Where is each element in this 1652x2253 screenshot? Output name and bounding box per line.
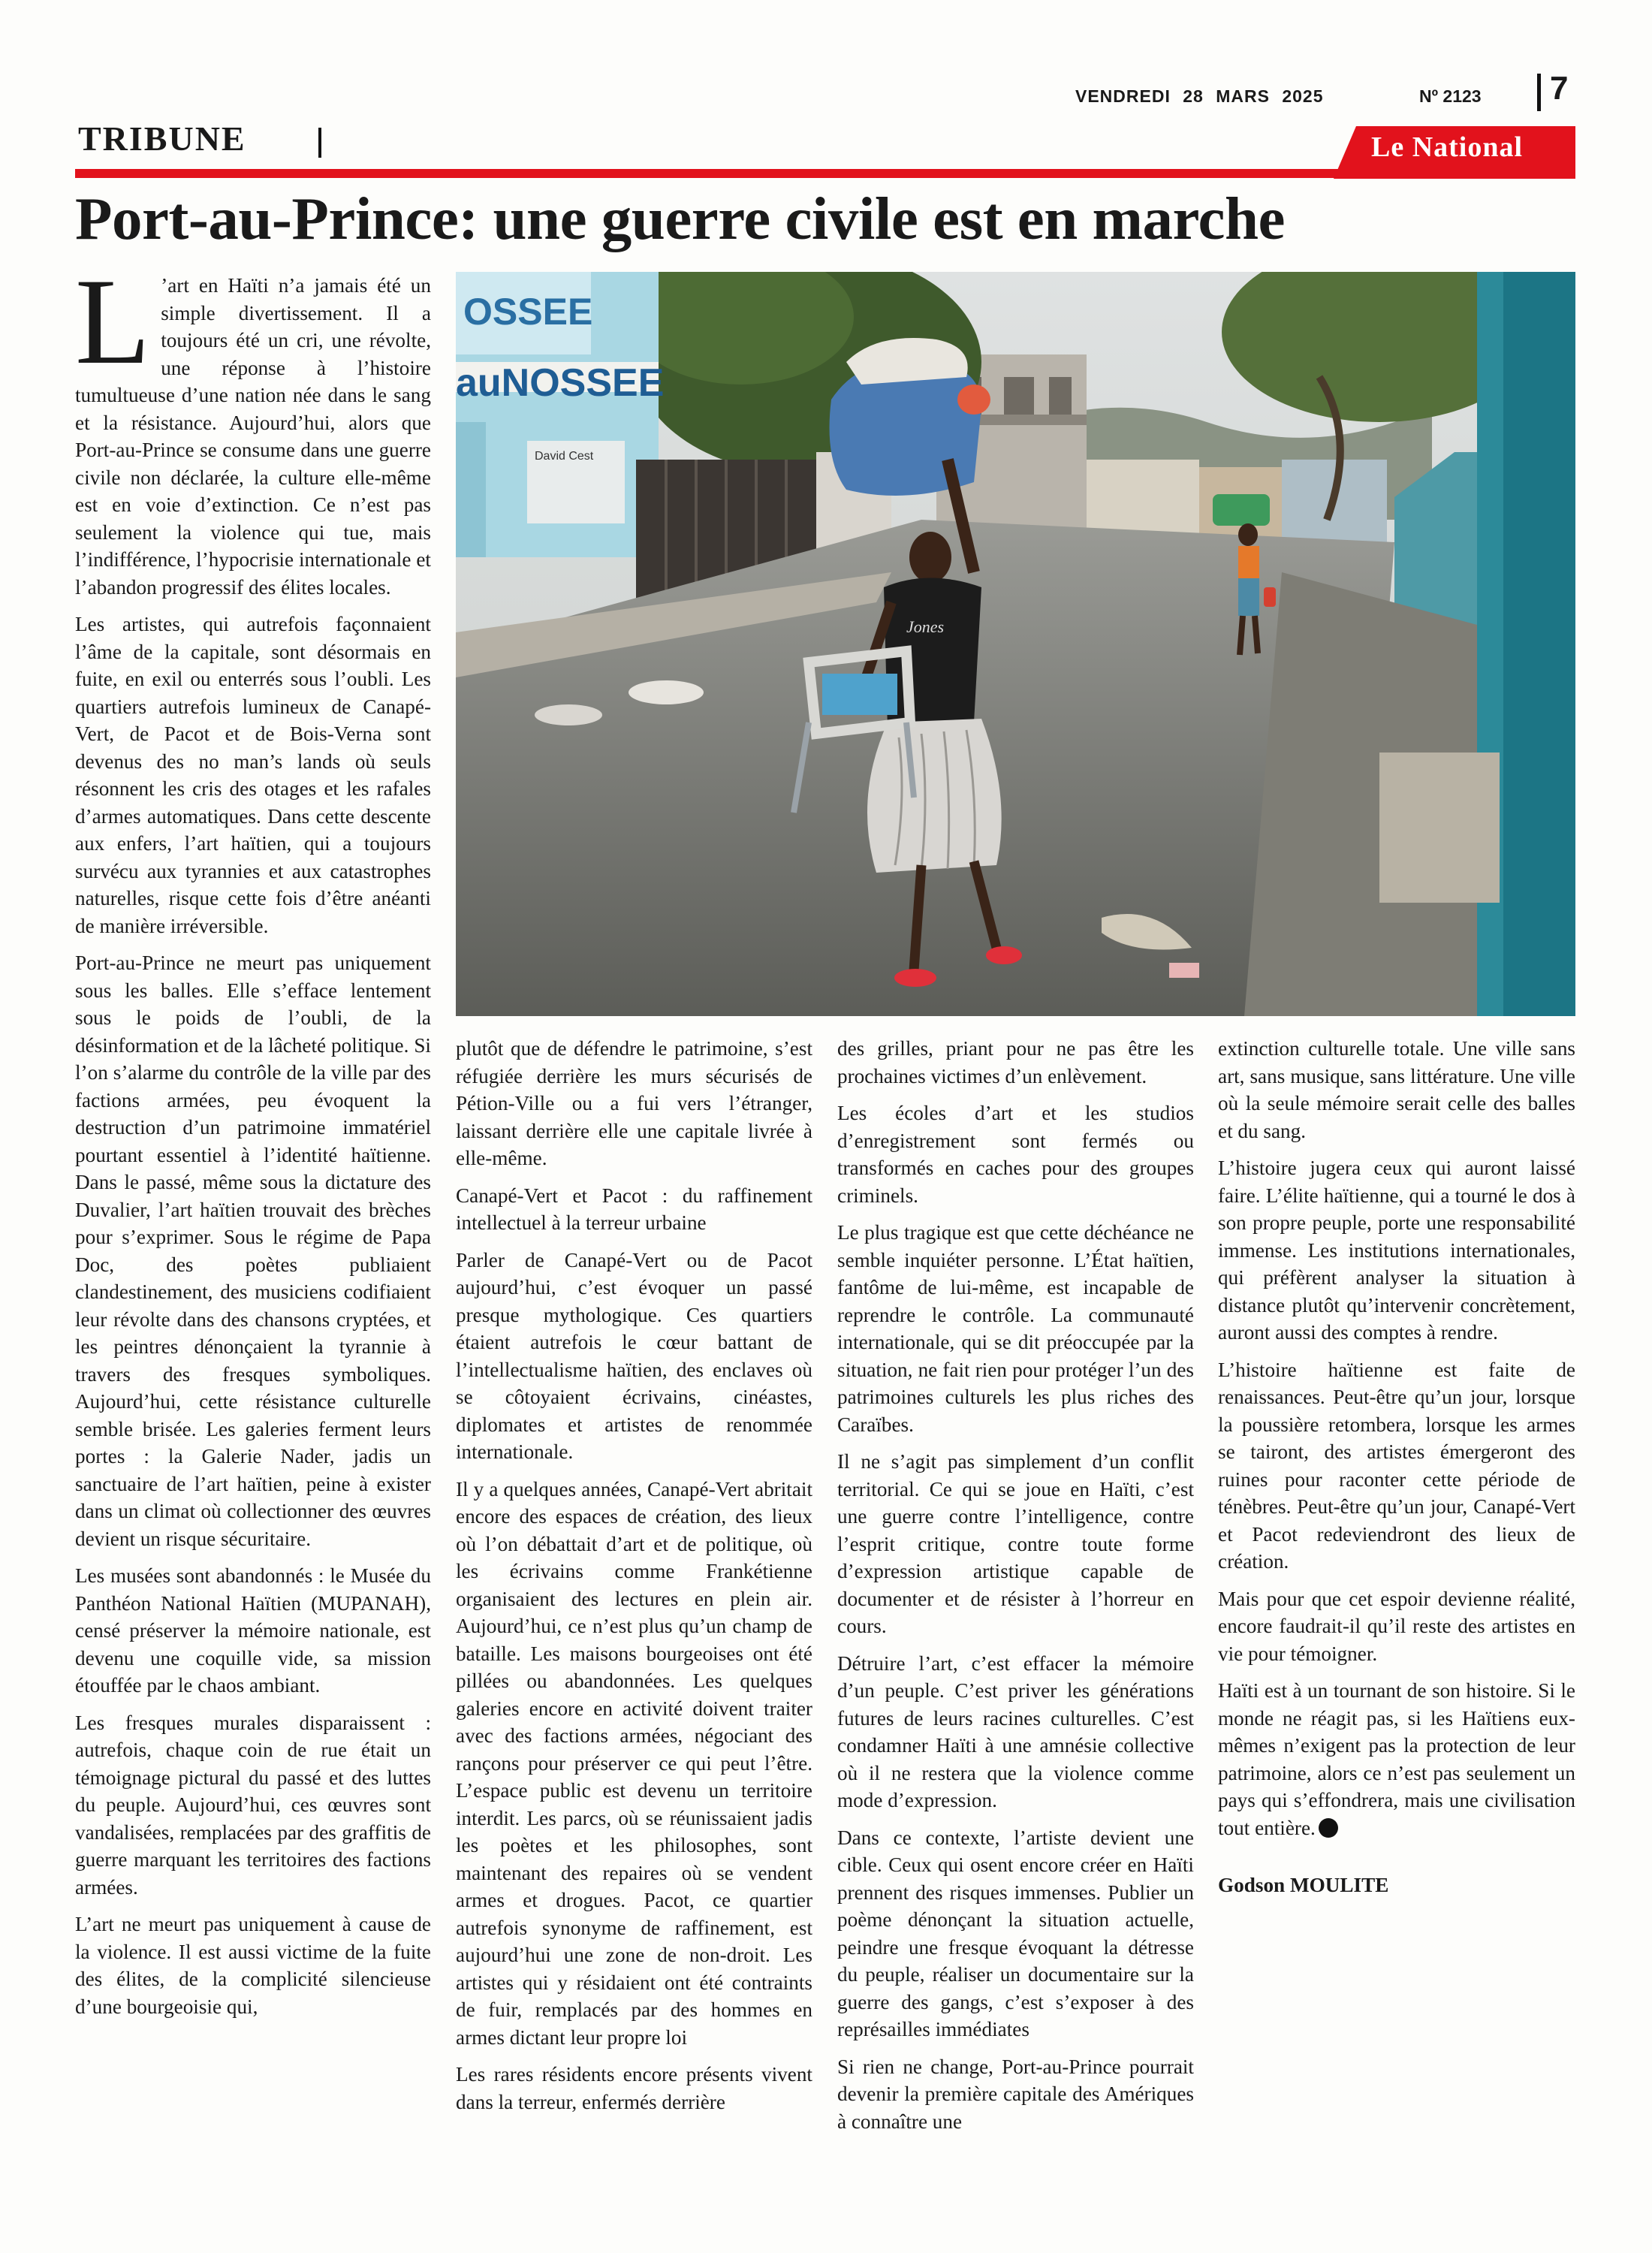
paragraph: Mais pour que cet espoir devienne réalité, encore faudrait-il qu’il reste des artistes en vie pour témoigner. — [1218, 1587, 1575, 1665]
article-column-3 — [837, 1035, 1194, 2145]
paragraph: L’histoire haïtienne est faite de renaissances. Peut-être qu’un jour, lorsque la poussière retombera, lorsque les armes se tairont, des artistes émergeront des ruines pour raconter cette période de ténèbres. Peut-être qu’un jour, Canapé-Vert et Pacot redeviendront des lieux de création. — [1218, 1358, 1575, 1573]
paragraph: Les rares résidents encore présents vivent dans la terreur, enfermés derrière — [456, 2063, 812, 2113]
paragraph: Parler de Canapé-Vert ou de Pacot aujourd’hui, c’est évoquer un passé presque mythologique. Ces quartiers étaient autrefois le cœur battant de l’intellectualisme haïtien, des enclaves où se côtoyaient écrivains, cinéastes, diplomates et artistes de renommée internationale. — [456, 1248, 812, 1463]
end-mark-icon — [1319, 1818, 1338, 1838]
paragraph: extinction culturelle totale. Une ville sans art, sans musique, sans littérature. Une ville où la seule mémoire serait celle des balles et du sang. — [1218, 1037, 1575, 1142]
drop-cap: L — [75, 254, 151, 390]
paragraph: plutôt que de défendre le patrimoine, s’est réfugiée derrière les murs sécurisés de Pétion-Ville ou a fui vers l’étranger, laissant derrière elle une capitale livrée à elle-même. — [456, 1037, 812, 1169]
paragraph: Les artistes, qui autrefois façonnaient l’âme de la capitale, sont désormais en fuite, en exil ou enterrés sous l’oubli. Les quartiers autrefois lumineux de Canapé-Vert, de Pacot et de Bois-Verna sont devenus des no man’s lands où seuls résonnent les cris des otages et les rafales d’armes automatiques. Dans cette descente aux enfers, l’art haïtien, qui a toujours survécu aux tyrannies et aux catastrophes naturelles, risque cette fois d’être anéanti de manière irréversible. — [75, 613, 431, 937]
paragraph: des grilles, priant pour ne pas être les prochaines victimes d’un enlèvement. — [837, 1037, 1194, 1087]
issue-number: Nº 2123 — [1419, 86, 1482, 106]
issue-date: VENDREDI 28 MARS 2025 — [1075, 86, 1324, 106]
author-byline: Godson MOULITE — [1218, 1874, 1389, 1896]
paragraph: Il ne s’agit pas simplement d’un conflit territorial. Ce qui se joue en Haïti, c’est une guerre contre l’intelligence, contre l’esprit critique, contre toute forme d’expression artistique capable de documenter et de résister à l’horreur en cours. — [837, 1450, 1194, 1637]
sign-text: David Cest — [535, 450, 594, 463]
brand-name: Le National — [1371, 131, 1524, 163]
paragraph: Il y a quelques années, Canapé-Vert abritait encore des espaces de création, des lieux où l’on débattait d’art et de politique, où les écrivains comme Frankétienne organisaient des lectures en plein air. Aujourd’hui, ce n’est plus qu’un champ de bataille. Les maisons bourgeoises ont été pillées ou abandonnées. Les quelques galeries encore en activité doivent traiter avec des factions armées, négociant des rançons pour préserver ce qui peut l’être. L’espace public est devenu un territoire interdit. Les parcs, où se réunissaient jadis les poètes et les philosophes, sont maintenant des repaires où se vendent armes et drogues. Pacot, ce quartier autrefois synonyme de raffinement, est aujourd’hui une zone de non-droit. Les artistes qui y résidaient ont été contraints de fuir, remplacés par des hommes en armes dictant leur propre loi — [456, 1477, 812, 2049]
page-number: 7 — [1550, 70, 1569, 107]
lead-paragraph — [75, 254, 431, 601]
subheading: Canapé-Vert et Pacot : du raffinement intellectuel à la terreur urbaine — [456, 1184, 812, 1234]
lead-text: ’art en Haïti n’a jamais été un simple divertissement. Il a toujours été un cri, une révolte, une réponse à l’histoire tumultueuse d’une nation née dans le sang et la résistance. Aujourd’hui, alors que Port-au-Prince se consume dans une guerre civile non déclarée, la culture elle-même est en voie d’extinction. Ce n’est pas seulement la violence qui tue, mais l’indifférence, l’hypocrisie internationale et l’abandon progressif des élites locales. — [75, 274, 431, 599]
sign-text: OSSEE — [463, 291, 593, 333]
article-column-4 — [1218, 1035, 1575, 1909]
paragraph: Dans ce contexte, l’artiste devient une cible. Ceux qui osent encore créer en Haïti prennent des risques immenses. Publier un poème dénonçant la situation actuelle, peindre une fresque évoquant la détresse du peuple, réaliser un documentaire sur la guerre des gangs, c’est s’exposer à des représailles immédiates — [837, 1826, 1194, 2040]
article-photo — [456, 272, 1575, 1016]
section-label: TRIBUNE — [78, 119, 246, 158]
article-column-1 — [75, 254, 431, 2030]
paragraph: Les fresques murales disparaissent : autrefois, chaque coin de rue était un témoignage pictural du passé et des luttes du peuple. Aujourd’hui, ces œuvres sont vandalisées, remplacées par des graffitis de guerre marquant les territoires des factions armées. — [75, 1711, 431, 1899]
paragraph: Détruire l’art, c’est effacer la mémoire d’un peuple. C’est priver les générations futures de leurs racines culturelles. C’est condamner Haïti à une amnésie collective où il ne restera que la violence comme mode d’expression. — [837, 1651, 1194, 1811]
final-paragraph — [1218, 1677, 1575, 1841]
section-divider — [318, 128, 321, 158]
paragraph: L’art ne meurt pas uniquement à cause de la violence. Il est aussi victime de la fuite des élites, de la complicité silencieuse d’une bourgeoisie qui, — [75, 1913, 431, 2018]
article-column-2 — [456, 1035, 812, 2125]
paragraph: Les musées sont abandonnés : le Musée du Panthéon National Haïtien (MUPANAH), censé préserver la mémoire nationale, est devenu une coquille vide, sa mission étouffée par le chaos ambiant. — [75, 1564, 431, 1697]
paragraph: L’histoire jugera ceux qui auront laissé faire. L’élite haïtienne, qui a tourné le dos à son propre peuple, porte une responsabilité immense. Les institutions internationales, qui préfèrent analyser la situation à distance plutôt qu’intervenir concrètement, auront aussi des comptes à rendre. — [1218, 1157, 1575, 1344]
header-rule — [75, 169, 1575, 178]
paragraph: Port-au-Prince ne meurt pas uniquement sous les balles. Elle s’efface lentement sous le poids de l’oubli, de la désinformation et de la lâcheté politique. Si l’on s’alarme du contrôle de la ville par des factions armées, peu évoquent la destruction d’un patrimoine immatériel pourtant essentiel à l’identité haïtienne. Dans le passé, même sous la dictature des Duvalier, l’art haïtien trouvait des brèches pour s’exprimer. Sous le régime de Papa Doc, des poètes publiaient clandestinement, des musiciens codifiaient leur révolte dans des chansons cryptées, et les peintres dénonçaient la tyrannie à travers des fresques symboliques. Aujourd’hui, cette résistance culturelle semble brisée. Les galeries ferment leurs portes : la Galerie Nader, jadis un sanctuaire de l’art haïtien, peine à exister dans un climat où collectionner des œuvres devient un risque sécuritaire. — [75, 952, 431, 1550]
shirt-text: Jones — [906, 617, 945, 636]
article-headline: Port-au-Prince: une guerre civile est en marche — [75, 185, 1285, 252]
final-paragraph-text: Haïti est à un tournant de son histoire. Si le monde ne réagit pas, si les Haïtiens eux-mêmes n’exigent pas la protection de leur patrimoine, alors ce n’est pas seulement un pays qui s’effondrera, mais une civilisation tout entière. — [1218, 1679, 1575, 1839]
sign-text: auNOSSEE — [456, 361, 665, 405]
page-number-divider — [1537, 74, 1541, 111]
paragraph: Les écoles d’art et les studios d’enregistrement sont fermés ou transformés en caches pour des groupes criminels. — [837, 1102, 1194, 1207]
paragraph: Le plus tragique est que cette déchéance ne semble inquiéter personne. L’État haïtien, fantôme de lui-même, est incapable de reprendre le contrôle. La communauté internationale, qui se dit préoccupée par la situation, ne fait rien pour protéger l’un des patrimoines culturels les plus riches des Caraïbes. — [837, 1221, 1194, 1436]
paragraph: Si rien ne change, Port-au-Prince pourrait devenir la première capitale des Amériques à connaître une — [837, 2055, 1194, 2133]
